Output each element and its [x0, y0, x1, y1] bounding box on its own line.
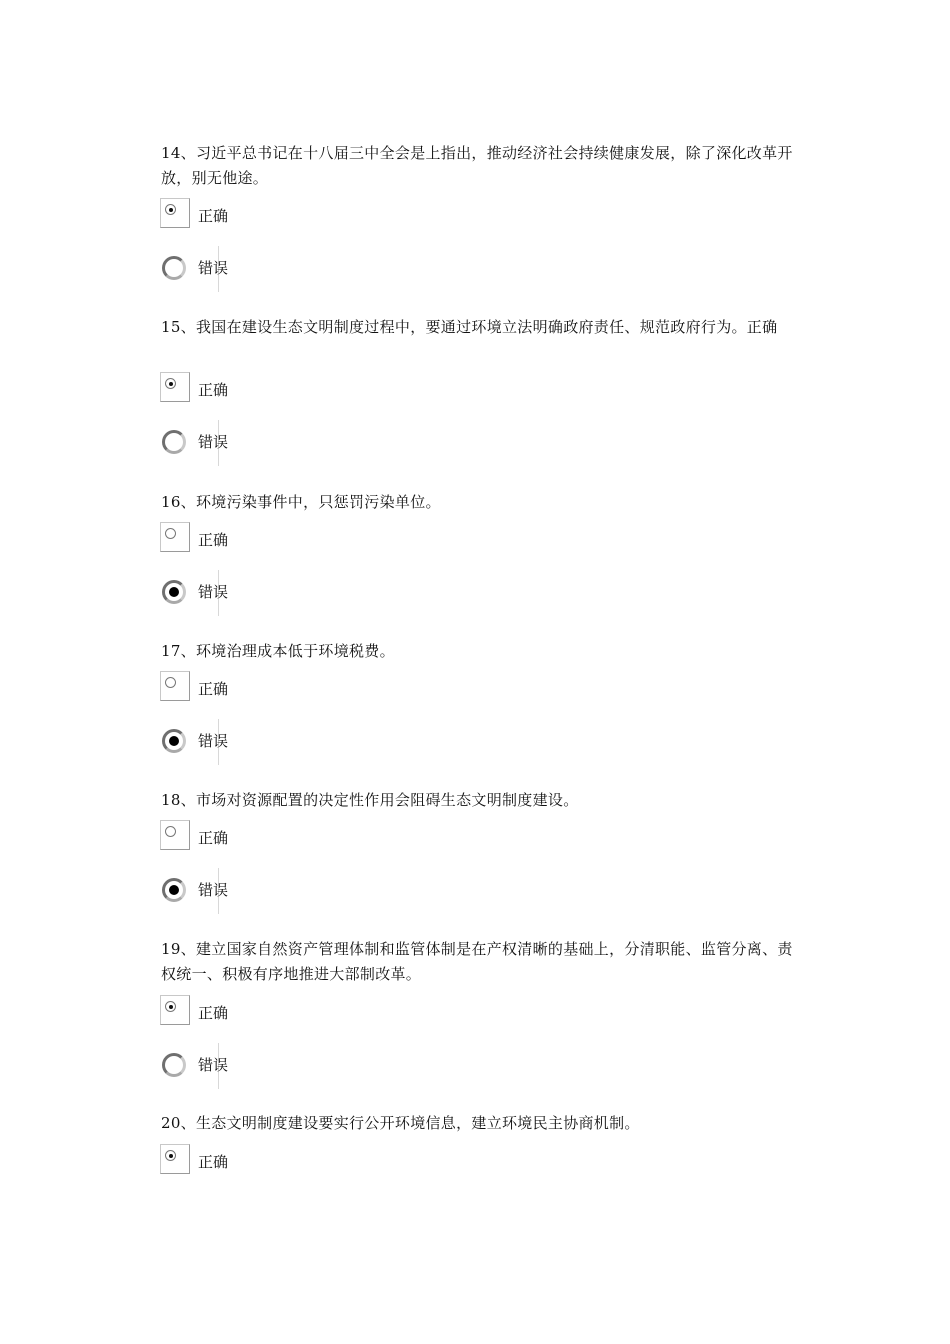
option-label: 正确 — [198, 1004, 229, 1022]
radio-selected-icon — [165, 378, 176, 389]
radio-unselected-icon — [165, 528, 176, 539]
option-label: 错误 — [198, 259, 229, 277]
radio-frame[interactable] — [160, 995, 190, 1025]
option-label: 正确 — [198, 829, 229, 847]
radio-unselected-icon[interactable] — [162, 430, 186, 454]
radio-unselected-icon — [165, 677, 176, 688]
radio-selected-icon[interactable] — [162, 580, 186, 604]
q16-option-true[interactable] — [160, 522, 360, 562]
radio-selected-icon — [165, 204, 176, 215]
radio-selected-icon — [165, 1150, 176, 1161]
radio-frame[interactable] — [160, 522, 190, 552]
radio-frame[interactable] — [160, 198, 190, 228]
radio-selected-icon[interactable] — [162, 878, 186, 902]
option-label: 错误 — [198, 732, 229, 750]
option-label: 错误 — [198, 1056, 229, 1074]
q14-option-false[interactable] — [160, 250, 360, 290]
option-label: 正确 — [198, 1153, 229, 1171]
radio-frame[interactable] — [160, 820, 190, 850]
radio-selected-icon[interactable] — [162, 729, 186, 753]
question-16-text: 16、环境污染事件中，只惩罚污染单位。 — [161, 493, 441, 511]
q15-option-true[interactable] — [160, 372, 360, 412]
q20-option-true[interactable] — [160, 1144, 360, 1184]
q19-option-true[interactable] — [160, 995, 360, 1035]
q18-option-true[interactable] — [160, 820, 360, 860]
option-label: 正确 — [198, 207, 229, 225]
radio-unselected-icon — [165, 826, 176, 837]
radio-frame[interactable] — [160, 372, 190, 402]
option-label: 正确 — [198, 680, 229, 698]
q16-option-false[interactable] — [160, 574, 360, 614]
question-17-text: 17、环境治理成本低于环境税费。 — [161, 642, 395, 660]
radio-selected-icon — [165, 1001, 176, 1012]
q17-option-true[interactable] — [160, 671, 360, 711]
q19-option-false[interactable] — [160, 1047, 360, 1087]
q14-option-true[interactable] — [160, 198, 360, 238]
question-19-text: 19、建立国家自然资产管理体制和监管体制是在产权清晰的基础上，分清职能、监管分离、责权统一、积极有序地推进大部制改革。 — [161, 940, 793, 983]
option-label: 错误 — [198, 433, 229, 451]
question-18-text: 18、市场对资源配置的决定性作用会阻碍生态文明制度建设。 — [161, 791, 579, 809]
option-label: 正确 — [198, 531, 229, 549]
radio-frame[interactable] — [160, 1144, 190, 1174]
question-20-text: 20、生态文明制度建设要实行公开环境信息，建立环境民主协商机制。 — [161, 1114, 640, 1132]
radio-unselected-icon[interactable] — [162, 256, 186, 280]
option-label: 错误 — [198, 583, 229, 601]
question-15-text: 15、我国在建设生态文明制度过程中，要通过环境立法明确政府责任、规范政府行为。正确 — [161, 318, 778, 336]
question-14-text: 14、习近平总书记在十八届三中全会是上指出，推动经济社会持续健康发展，除了深化改革开放，别无他途。 — [161, 144, 793, 187]
q18-option-false[interactable] — [160, 872, 360, 912]
radio-frame[interactable] — [160, 671, 190, 701]
option-label: 错误 — [198, 881, 229, 899]
q17-option-false[interactable] — [160, 723, 360, 763]
option-label: 正确 — [198, 381, 229, 399]
q15-option-false[interactable] — [160, 424, 360, 464]
radio-unselected-icon[interactable] — [162, 1053, 186, 1077]
